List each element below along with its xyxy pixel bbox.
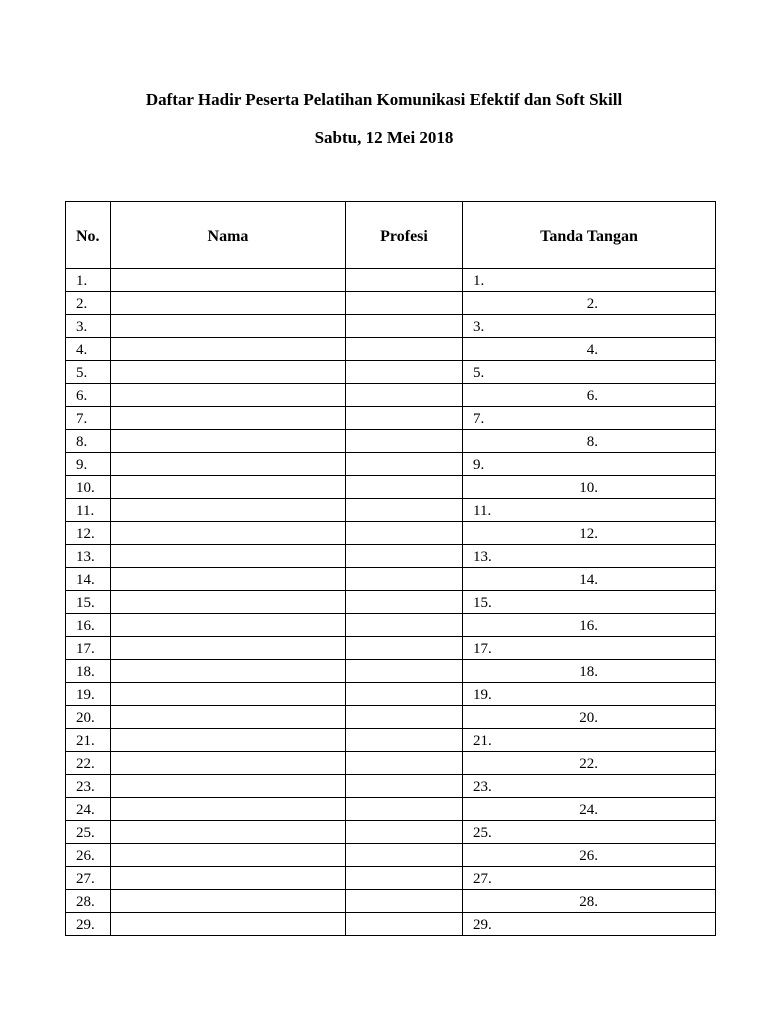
signature-cell[interactable]: 17. [463,637,716,660]
table-row [66,269,716,292]
profession-cell[interactable] [346,913,463,936]
signature-cell[interactable]: 14. [463,568,716,591]
signature-cell[interactable]: 15. [463,591,716,614]
name-cell[interactable] [111,453,346,476]
name-cell[interactable] [111,430,346,453]
profession-cell[interactable] [346,361,463,384]
profession-cell[interactable] [346,775,463,798]
row-number: 23. [66,775,111,798]
signature-cell[interactable]: 27. [463,867,716,890]
row-number: 16. [66,614,111,637]
signature-cell[interactable]: 5. [463,361,716,384]
name-cell[interactable] [111,637,346,660]
profession-cell[interactable] [346,867,463,890]
row-number: 19. [66,683,111,706]
profession-cell[interactable] [346,453,463,476]
header-no: No. [66,202,111,269]
attendance-rows [66,269,716,936]
name-cell[interactable] [111,844,346,867]
signature-cell[interactable]: 1. [463,269,716,292]
signature-cell[interactable]: 23. [463,775,716,798]
profession-cell[interactable] [346,660,463,683]
row-number: 24. [66,798,111,821]
row-number: 5. [66,361,111,384]
row-number: 2. [66,292,111,315]
name-cell[interactable] [111,591,346,614]
profession-cell[interactable] [346,706,463,729]
name-cell[interactable] [111,499,346,522]
signature-cell[interactable]: 28. [463,890,716,913]
attendance-table [65,201,716,936]
table-row [66,821,716,844]
row-number: 28. [66,890,111,913]
table-header-row [66,202,716,269]
signature-cell[interactable]: 2. [463,292,716,315]
row-number: 4. [66,338,111,361]
signature-cell[interactable]: 19. [463,683,716,706]
signature-cell[interactable]: 18. [463,660,716,683]
profession-cell[interactable] [346,683,463,706]
profession-cell[interactable] [346,269,463,292]
table-row [66,430,716,453]
table-row [66,706,716,729]
signature-cell[interactable]: 11. [463,499,716,522]
table-row [66,775,716,798]
name-cell[interactable] [111,384,346,407]
table-row [66,660,716,683]
table-row [66,315,716,338]
signature-cell[interactable]: 6. [463,384,716,407]
name-cell[interactable] [111,407,346,430]
row-number: 6. [66,384,111,407]
signature-cell[interactable]: 7. [463,407,716,430]
name-cell[interactable] [111,292,346,315]
signature-cell[interactable]: 22. [463,752,716,775]
signature-cell[interactable]: 16. [463,614,716,637]
profession-cell[interactable] [346,752,463,775]
row-number: 12. [66,522,111,545]
signature-cell[interactable]: 10. [463,476,716,499]
row-number: 11. [66,499,111,522]
table-row [66,683,716,706]
name-cell[interactable] [111,660,346,683]
signature-cell[interactable]: 13. [463,545,716,568]
table-row [66,637,716,660]
row-number: 27. [66,867,111,890]
row-number: 20. [66,706,111,729]
table-row [66,729,716,752]
table-row [66,522,716,545]
table-row [66,798,716,821]
profession-cell[interactable] [346,568,463,591]
table-row [66,384,716,407]
row-number: 10. [66,476,111,499]
signature-cell[interactable]: 24. [463,798,716,821]
signature-cell[interactable]: 20. [463,706,716,729]
name-cell[interactable] [111,706,346,729]
profession-cell[interactable] [346,430,463,453]
signature-cell[interactable]: 25. [463,821,716,844]
table-row [66,545,716,568]
profession-cell[interactable] [346,844,463,867]
table-row [66,476,716,499]
name-cell[interactable] [111,568,346,591]
signature-cell[interactable]: 21. [463,729,716,752]
profession-cell[interactable] [346,407,463,430]
table-row [66,453,716,476]
row-number: 14. [66,568,111,591]
profession-cell[interactable] [346,338,463,361]
signature-cell[interactable]: 8. [463,430,716,453]
name-cell[interactable] [111,752,346,775]
row-number: 22. [66,752,111,775]
name-cell[interactable] [111,476,346,499]
table-row [66,844,716,867]
profession-cell[interactable] [346,798,463,821]
profession-cell[interactable] [346,591,463,614]
row-number: 25. [66,821,111,844]
profession-cell[interactable] [346,890,463,913]
name-cell[interactable] [111,867,346,890]
table-row [66,361,716,384]
row-number: 15. [66,591,111,614]
profession-cell[interactable] [346,292,463,315]
header-nama: Nama [111,202,346,269]
row-number: 9. [66,453,111,476]
row-number: 3. [66,315,111,338]
profession-cell[interactable] [346,476,463,499]
table-row [66,292,716,315]
name-cell[interactable] [111,361,346,384]
name-cell[interactable] [111,821,346,844]
signature-cell[interactable]: 9. [463,453,716,476]
profession-cell[interactable] [346,522,463,545]
name-cell[interactable] [111,729,346,752]
signature-cell[interactable]: 26. [463,844,716,867]
name-cell[interactable] [111,522,346,545]
name-cell[interactable] [111,338,346,361]
row-number: 26. [66,844,111,867]
name-cell[interactable] [111,315,346,338]
profession-cell[interactable] [346,637,463,660]
signature-cell[interactable]: 3. [463,315,716,338]
table-row [66,338,716,361]
table-row [66,591,716,614]
table-row [66,913,716,936]
profession-cell[interactable] [346,545,463,568]
table-row [66,499,716,522]
table-row [66,407,716,430]
row-number: 29. [66,913,111,936]
row-number: 13. [66,545,111,568]
name-cell[interactable] [111,683,346,706]
name-cell[interactable] [111,614,346,637]
table-row [66,614,716,637]
name-cell[interactable] [111,913,346,936]
table-row [66,890,716,913]
name-cell[interactable] [111,545,346,568]
table-row [66,752,716,775]
profession-cell[interactable] [346,499,463,522]
profession-cell[interactable] [346,315,463,338]
table-row [66,867,716,890]
profession-cell[interactable] [346,729,463,752]
row-number: 8. [66,430,111,453]
header-tanda-tangan: Tanda Tangan [463,202,716,269]
signature-cell[interactable]: 12. [463,522,716,545]
profession-cell[interactable] [346,821,463,844]
document-title: Daftar Hadir Peserta Pelatihan Komunikasi Efektif dan Soft Skill [145,90,623,109]
row-number: 21. [66,729,111,752]
row-number: 7. [66,407,111,430]
name-cell[interactable] [111,890,346,913]
header-profesi: Profesi [346,202,463,269]
profession-cell[interactable] [346,384,463,407]
name-cell[interactable] [111,775,346,798]
profession-cell[interactable] [346,614,463,637]
name-cell[interactable] [111,798,346,821]
row-number: 17. [66,637,111,660]
document-date: Sabtu, 12 Mei 2018 [314,128,454,147]
signature-cell[interactable]: 29. [463,913,716,936]
name-cell[interactable] [111,269,346,292]
signature-cell[interactable]: 4. [463,338,716,361]
table-row [66,568,716,591]
row-number: 18. [66,660,111,683]
row-number: 1. [66,269,111,292]
